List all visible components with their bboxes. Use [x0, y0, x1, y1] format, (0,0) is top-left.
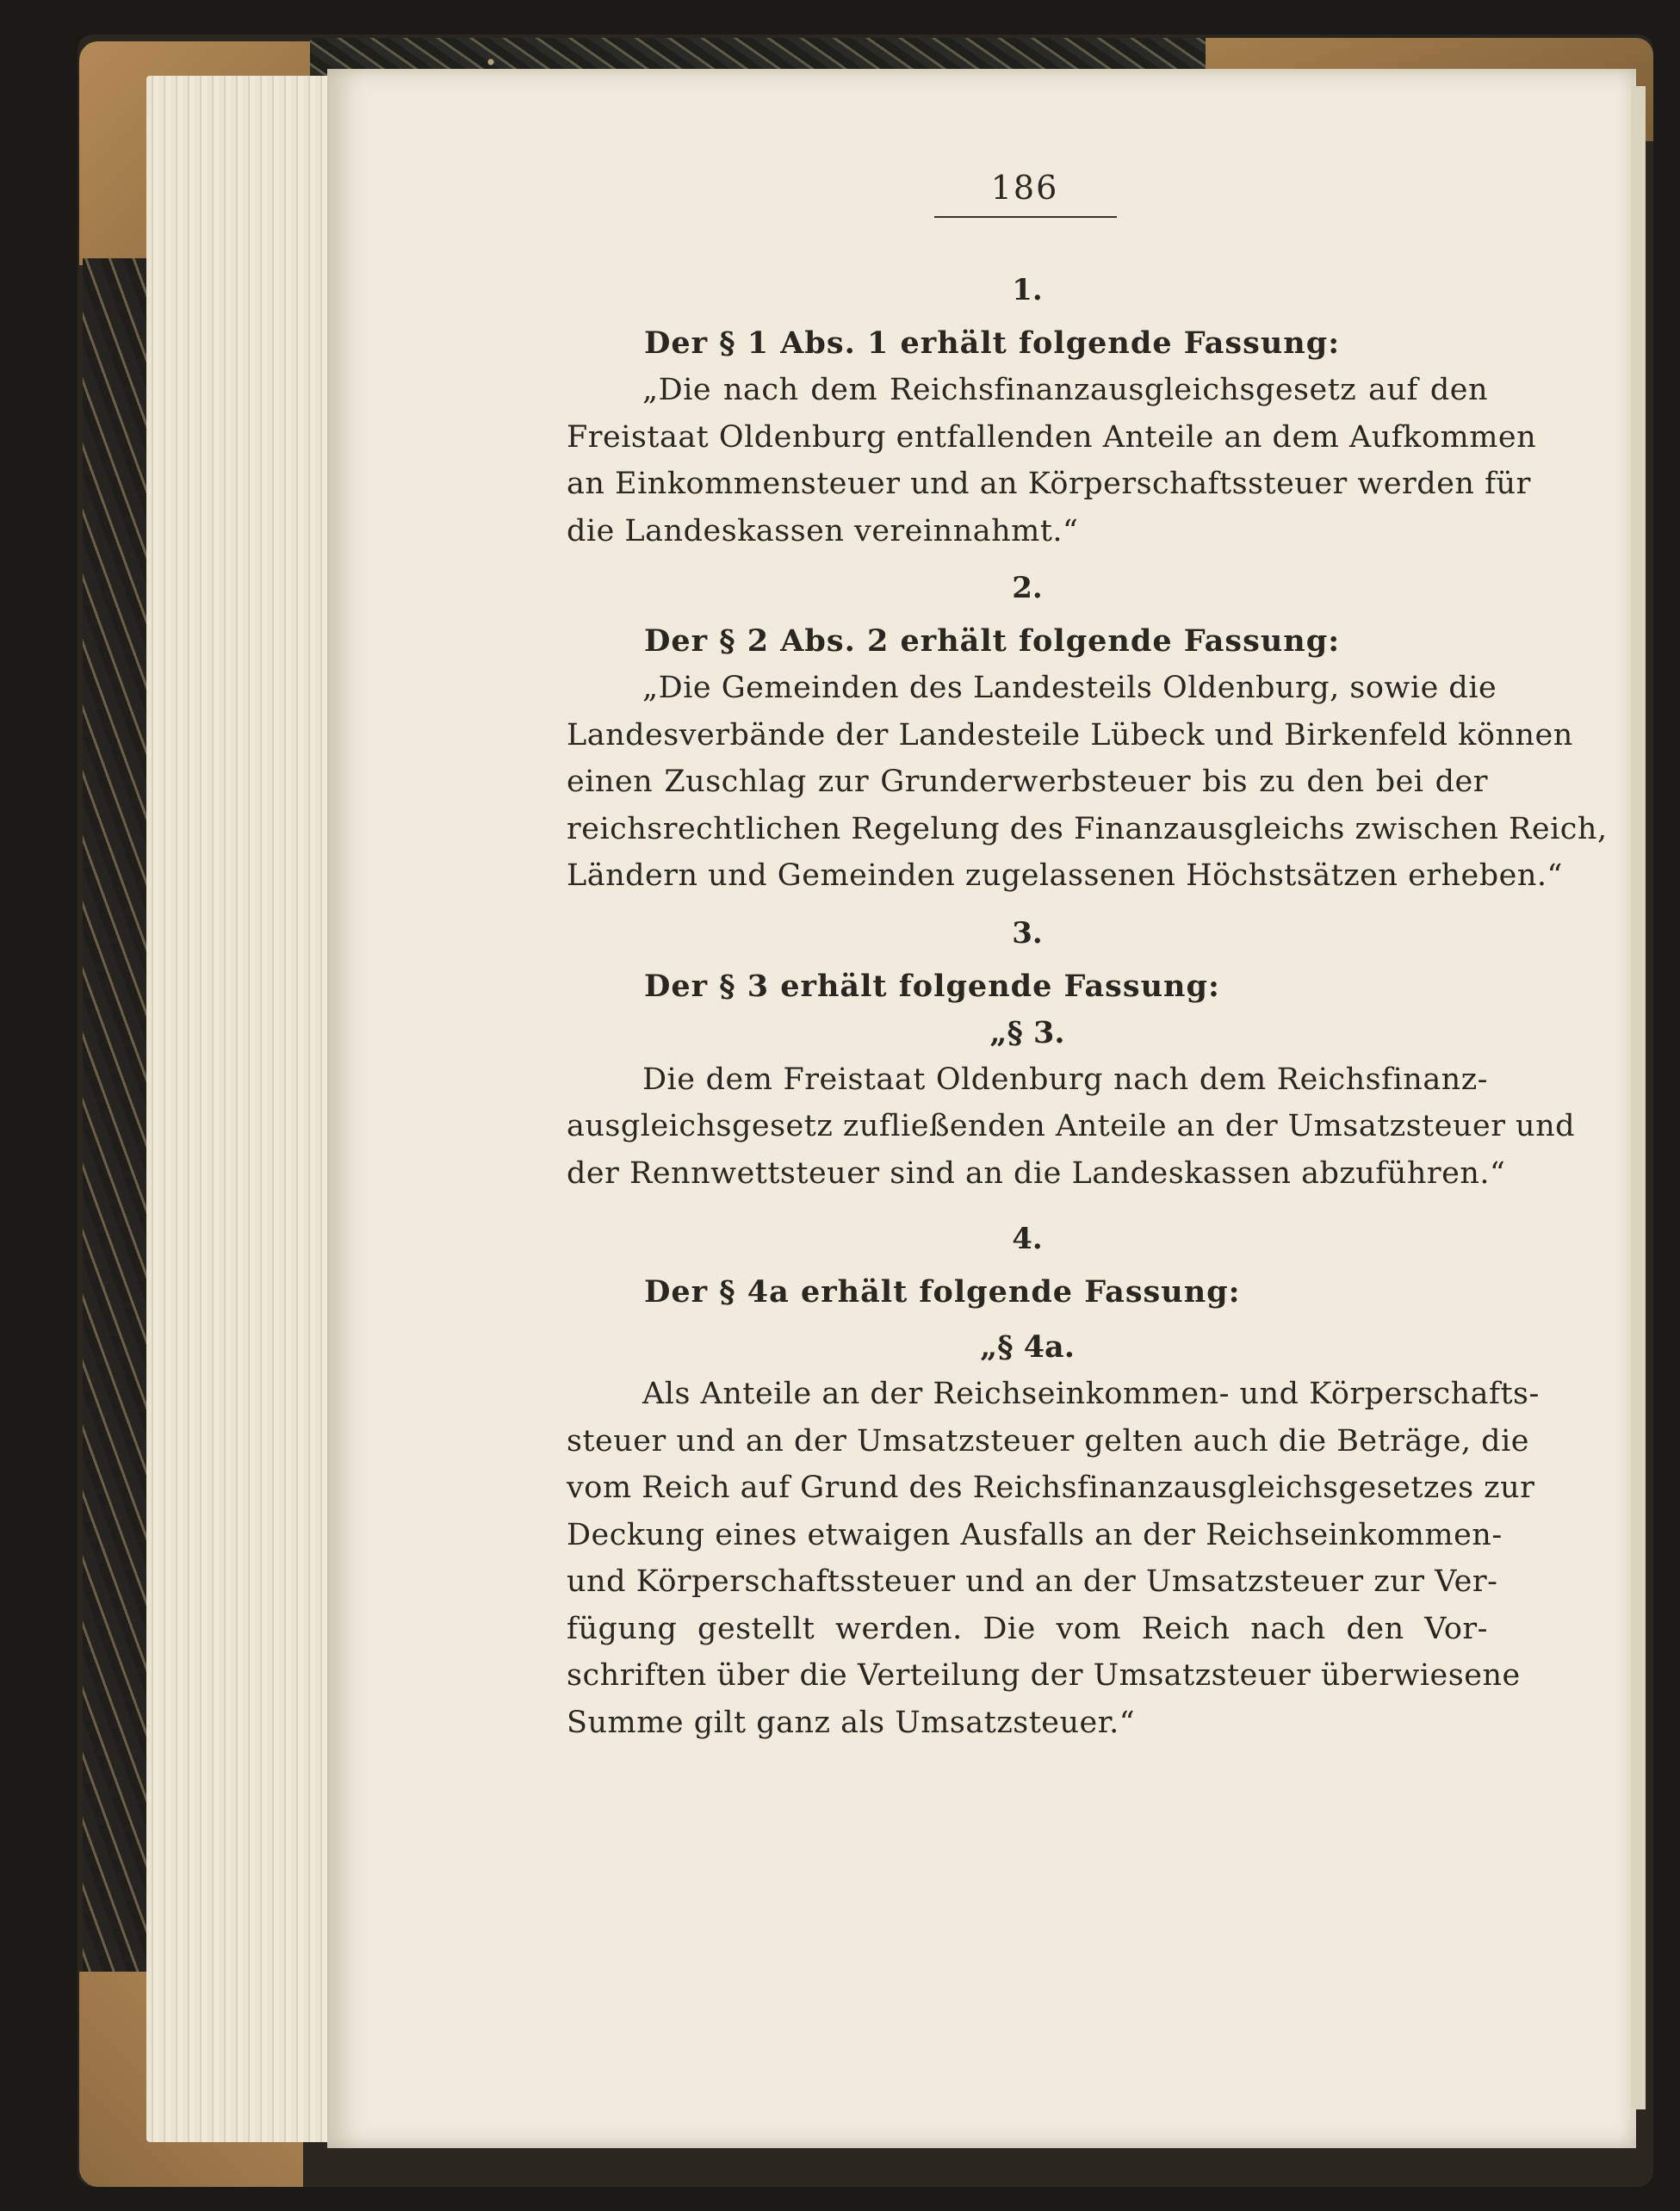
facing-page-edge [1632, 86, 1646, 2109]
text-line: „Die nach dem Reichsfinanzausgleichsgesetz auf den [642, 373, 1488, 407]
page-number: 186 [990, 169, 1059, 207]
section-text [567, 665, 1608, 900]
text-line: vom Reich auf Grund des Reichsfinanzausgleichsgesetzes zur [567, 1471, 1535, 1505]
text-line: „Die Gemeinden des Landesteils Oldenburg, sowie die [642, 671, 1497, 705]
text-line: Deckung eines etwaigen Ausfalls an der Reichseinkommen- [567, 1517, 1503, 1552]
text-line: fügung gestellt werden. Die vom Reich nach den Vor- [567, 1611, 1488, 1646]
text-line: Summe gilt ganz als Umsatzsteuer.“ [567, 1705, 1136, 1740]
section-2 [567, 567, 1608, 900]
text-line: die Landeskassen vereinnahmt.“ [567, 513, 1079, 548]
section-intro: Der § 2 Abs. 2 erhält folgende Fassung: [644, 623, 1341, 659]
section-text [567, 1056, 1576, 1198]
text-line: reichsrechtlichen Regelung des Finanzausgleichs zwischen Reich, [567, 811, 1608, 846]
text-line: Freistaat Oldenburg entfallenden Anteile an dem Aufkommen [567, 419, 1537, 455]
section-number: 1. [1012, 273, 1043, 307]
text-line: schriften über die Verteilung der Umsatzsteuer überwiesene [567, 1658, 1521, 1693]
section-text [567, 1371, 1540, 1746]
text-line: an Einkommensteuer und an Körperschaftssteuer werden für [567, 467, 1531, 501]
section-intro: Der § 3 erhält folgende Fassung: [644, 968, 1220, 1004]
section-1 [567, 269, 1537, 554]
section-intro: Der § 1 Abs. 1 erhält folgende Fassung: [644, 325, 1341, 361]
text-line: ausgleichsgesetz zufließenden Anteile an der Umsatzsteuer und [567, 1109, 1576, 1143]
marbled-cover-left [83, 258, 152, 1980]
page-number-rule [934, 216, 1117, 218]
section-number: 2. [1012, 571, 1043, 605]
section-subheading: „§ 3. [989, 1014, 1065, 1050]
text-line: Die dem Freistaat Oldenburg nach dem Reichsfinanz- [642, 1062, 1488, 1097]
text-line: Ländern und Gemeinden zugelassenen Höchstsätzen erheben.“ [567, 858, 1563, 893]
document-body [567, 258, 1608, 1746]
section-intro: Der § 4a erhält folgende Fassung: [644, 1274, 1241, 1310]
section-number: 4. [1012, 1222, 1043, 1256]
text-line: einen Zuschlag zur Grunderwerbsteuer bis zu den bei der [567, 765, 1488, 799]
page-edges-stack [146, 76, 344, 2142]
text-line: der Rennwettsteuer sind an die Landeskassen abzuführen.“ [567, 1155, 1506, 1191]
text-line: steuer und an der Umsatzsteuer gelten auch die Beträge, die [567, 1423, 1529, 1459]
text-line: Als Anteile an der Reichseinkommen- und Körperschafts- [642, 1377, 1540, 1411]
section-3 [567, 912, 1576, 1198]
text-line: und Körperschaftssteuer und an der Umsatzsteuer zur Ver- [567, 1564, 1498, 1599]
section-text [567, 367, 1537, 554]
text-line: Landesverbände der Landesteile Lübeck und Birkenfeld können [567, 717, 1573, 752]
section-4 [567, 1217, 1540, 1746]
section-subheading: „§ 4a. [980, 1329, 1075, 1365]
section-number: 3. [1012, 915, 1043, 951]
